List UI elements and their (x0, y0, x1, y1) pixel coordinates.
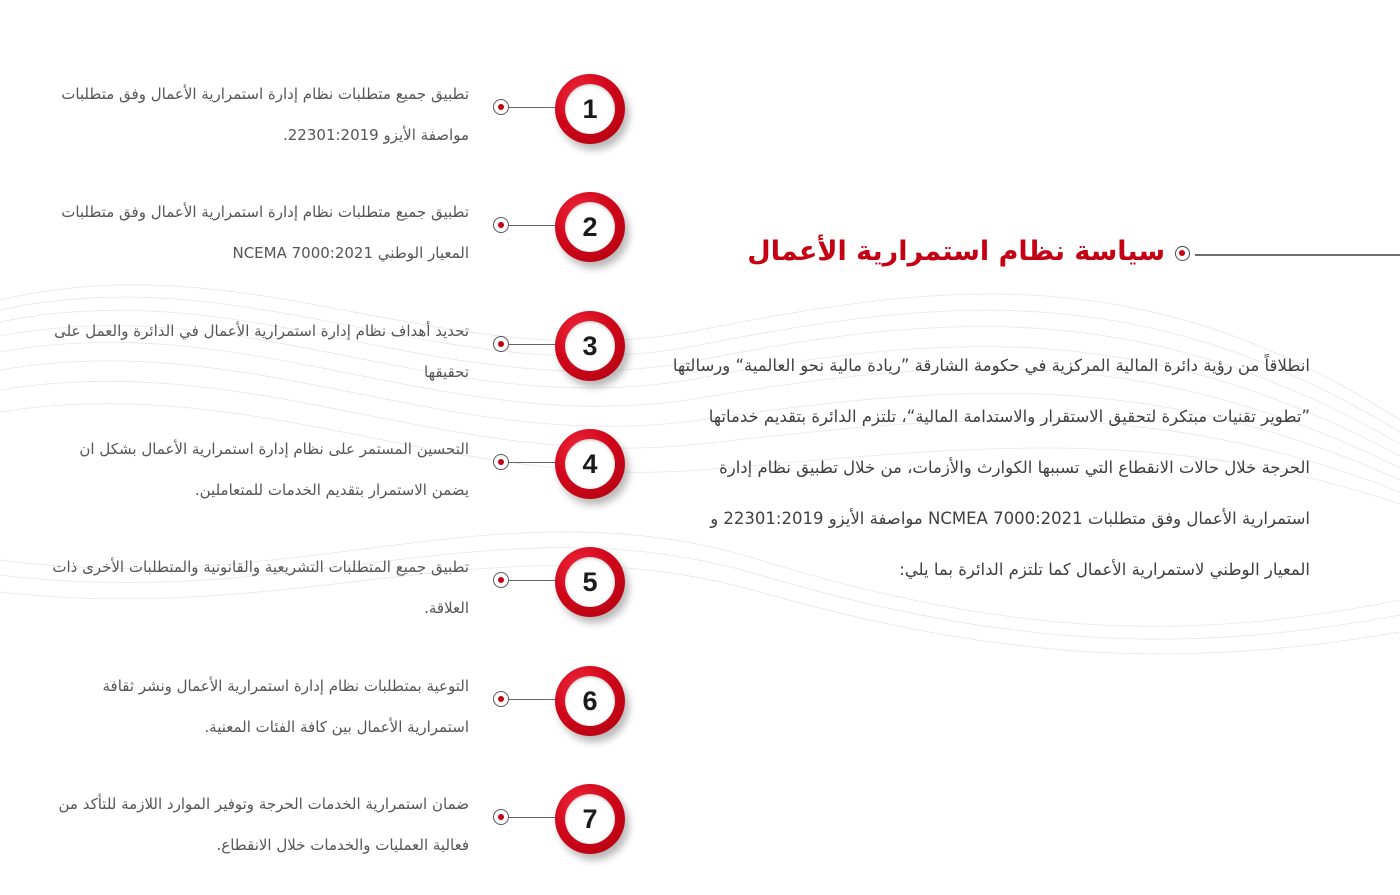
intro-paragraph: انطلاقاً من رؤية دائرة المالية المركزية في حكومة الشارقة ”ريادة مالية نحو العالمية“ ورسالتها ”تطوير تقنيات مبتكرة لتحقيق الاستقرار والاستدامة المالية“، تلتزم الدائرة بتقديم خدماتها الحرجة خلال حالات الانقطاع التي تسببها الكوارث والأزمات، من خلال تطبيق نظام إدارة استمرارية الأعمال وفق متطلبات NCMEA 7000:2021 مواصفة الأيزو 22301:2019 و المعيار الوطني لاستمرارية الأعمال كما تلتزم الدائرة بما يلي: (672, 356, 1310, 579)
item-text: تطبيق جميع المتطلبات التشريعية والقانونية والمتطلبات الأخرى ذات العلاقة. (52, 558, 469, 617)
connector-line (509, 344, 557, 346)
list-item (40, 192, 640, 282)
item-number: 6 (565, 676, 615, 726)
bullet-dot-icon (493, 691, 509, 707)
item-text: التوعية بمتطلبات نظام إدارة استمرارية الأعمال ونشر ثقافة استمرارية الأعمال بين كافة الفئات المعنية. (102, 677, 469, 736)
bullet-dot-icon (493, 99, 509, 115)
connector-line (509, 107, 557, 109)
number-badge (555, 784, 625, 854)
bullet-dot-icon (493, 809, 509, 825)
connector-line (509, 817, 557, 819)
bullet-dot-icon (493, 454, 509, 470)
number-badge (555, 192, 625, 262)
connector-line (509, 462, 557, 464)
list-item (40, 429, 640, 519)
item-text: تحديد أهداف نظام إدارة استمرارية الأعمال في الدائرة والعمل على تحقيقها (54, 322, 469, 381)
connector-line (509, 699, 557, 701)
number-badge (555, 666, 625, 736)
item-number: 3 (565, 321, 615, 371)
bullet-dot-icon (493, 572, 509, 588)
item-text: تطبيق جميع متطلبات نظام إدارة استمرارية الأعمال وفق متطلبات مواصفة الأيزو 22301:2019. (61, 85, 469, 144)
title-bullet-icon (1175, 246, 1190, 261)
connector-line (509, 225, 557, 227)
title-connector-line (1195, 254, 1400, 256)
section-header (747, 232, 1400, 276)
list-item (40, 666, 640, 756)
list-item (40, 311, 640, 401)
number-badge (555, 429, 625, 499)
item-text: تطبيق جميع متطلبات نظام إدارة استمرارية الأعمال وفق متطلبات المعيار الوطني NCEMA 7000:2021 (61, 203, 469, 262)
item-number: 1 (565, 84, 615, 134)
number-badge (555, 311, 625, 381)
item-number: 4 (565, 439, 615, 489)
list-item (40, 784, 640, 874)
page-title: سياسة نظام استمرارية الأعمال (747, 236, 1165, 267)
item-number: 5 (565, 557, 615, 607)
bullet-dot-icon (493, 336, 509, 352)
item-number: 7 (565, 794, 615, 844)
connector-line (509, 580, 557, 582)
list-item (40, 74, 640, 164)
bullet-dot-icon (493, 217, 509, 233)
number-badge (555, 547, 625, 617)
item-number: 2 (565, 202, 615, 252)
list-item (40, 547, 640, 637)
item-text: ضمان استمرارية الخدمات الحرجة وتوفير الموارد اللازمة للتأكد من فعالية العمليات والخدمات خلال الانقطاع. (58, 795, 469, 854)
number-badge (555, 74, 625, 144)
item-text: التحسين المستمر على نظام إدارة استمرارية الأعمال بشكل ان يضمن الاستمرار بتقديم الخدمات للمتعاملين. (79, 440, 469, 499)
